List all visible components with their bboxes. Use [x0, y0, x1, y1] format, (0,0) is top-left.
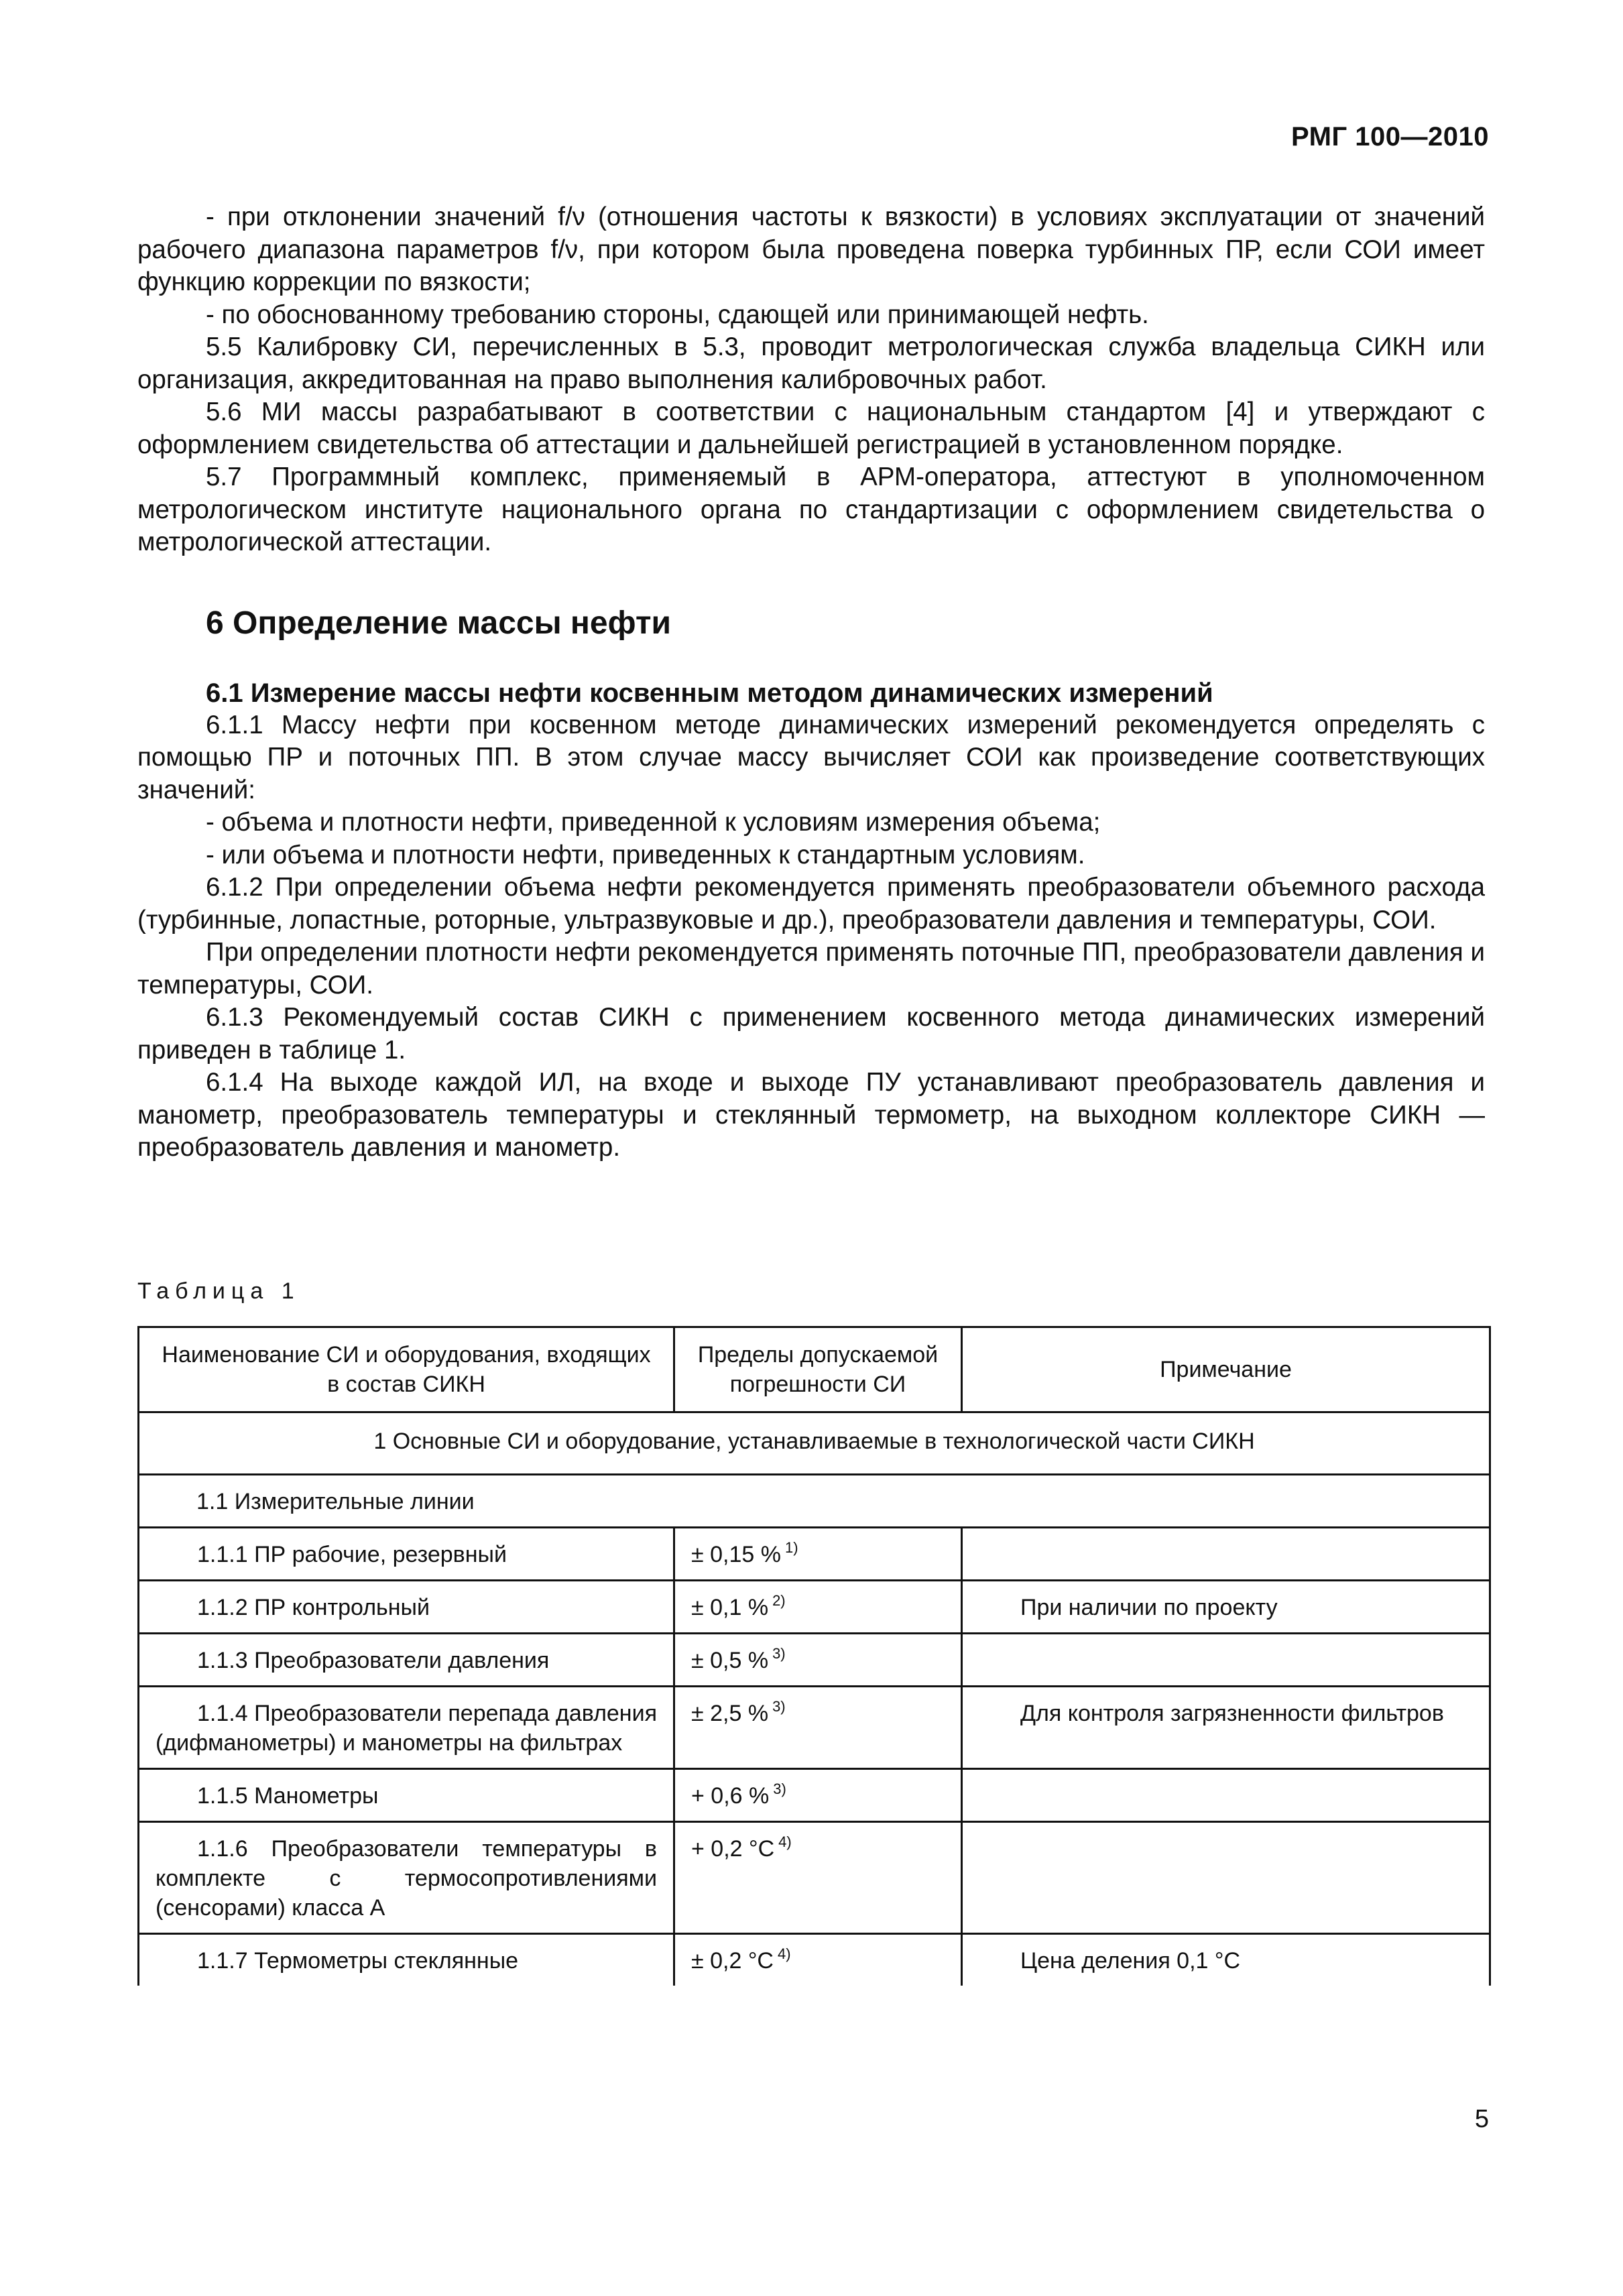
- row-note-cell: [962, 1634, 1490, 1687]
- paragraph: 6.1.3 Рекомендуемый состав СИКН с применением косвенного метода динамических измерений приведен в таблице 1.: [137, 1003, 1485, 1065]
- row-name-cell: [139, 1822, 674, 1934]
- row-limit: ± 0,2 °С: [691, 1948, 774, 1974]
- document-id-header: РМГ 100—2010: [1291, 122, 1489, 152]
- row-name-cell: [139, 1528, 674, 1581]
- data-table: [137, 1326, 1491, 1986]
- footnote-marker: 3): [772, 1698, 786, 1715]
- section-heading: 6 Определение массы нефти: [206, 605, 671, 641]
- row-name: 1.1.5 Манометры: [197, 1783, 379, 1809]
- table-row: [139, 1581, 1490, 1634]
- table-subsection-row: [139, 1475, 1490, 1528]
- footnote-marker: 4): [777, 1945, 791, 1962]
- paragraph: 6.1.4 На выходе каждой ИЛ, на входе и выходе ПУ устанавливают преобразователь давления и манометр, преобразователь температуры и стеклянный термометр, на выходном коллекторе СИКН — преобразователь давления и манометр.: [137, 1068, 1485, 1162]
- table-row: [139, 1934, 1490, 1986]
- row-name: 1.1.2 ПР контрольный: [197, 1595, 430, 1620]
- row-note: Цена деления 0,1 °С: [1020, 1948, 1241, 1974]
- footnote-marker: 4): [778, 1833, 792, 1850]
- row-limit: ± 2,5 %: [691, 1701, 769, 1726]
- row-note: Для контроля загрязненности фильтров: [1020, 1701, 1444, 1726]
- row-limit-cell: [674, 1934, 962, 1986]
- row-limit: ± 0,15 %: [691, 1542, 781, 1567]
- row-note-cell: [962, 1687, 1490, 1769]
- row-name: 1.1.4 Преобразователи перепада давления (дифманометры) и манометры на фильтрах: [156, 1701, 657, 1756]
- table-row: [139, 1634, 1490, 1687]
- paragraph: 5.7 Программный комплекс, применяемый в АРМ-оператора, аттестуют в уполномоченном метрологическом институте национального органа по стандартизации с оформлением свидетельства о метрологической аттестации.: [137, 463, 1485, 556]
- row-note-cell: [962, 1934, 1490, 1986]
- row-name: 1.1.3 Преобразователи давления: [197, 1648, 550, 1673]
- row-limit-cell: [674, 1634, 962, 1687]
- row-limit: ± 0,1 %: [691, 1595, 769, 1620]
- row-limit: + 0,2 °С: [691, 1836, 775, 1862]
- row-note-cell: [962, 1769, 1490, 1822]
- footnote-marker: 3): [773, 1780, 786, 1797]
- column-header-name: Наименование СИ и оборудования, входящих в состав СИКН: [139, 1327, 674, 1412]
- row-name-cell: [139, 1769, 674, 1822]
- row-name: 1.1.6 Преобразователи температуры в комплекте с термосопротивлениями (сенсорами) класса А: [156, 1836, 657, 1921]
- row-name-cell: [139, 1581, 674, 1634]
- subsection-row-cell: 1.1 Измерительные линии: [139, 1475, 1490, 1528]
- page-number: 5: [1474, 2105, 1489, 2133]
- document-body: [137, 201, 1485, 1164]
- table-row: [139, 1769, 1490, 1822]
- row-note-cell: [962, 1822, 1490, 1934]
- paragraph: 6.1.1 Массу нефти при косвенном методе динамических измерений рекомендуется определять с помощью ПР и поточных ПП. В этом случае массу вычисляет СОИ как произведение соответствующих значений:: [137, 710, 1485, 804]
- row-name-cell: [139, 1634, 674, 1687]
- row-limit-cell: [674, 1581, 962, 1634]
- table-header-row: [139, 1327, 1490, 1412]
- footnote-marker: 2): [772, 1592, 786, 1609]
- row-name-cell: [139, 1687, 674, 1769]
- table-section-row: [139, 1412, 1490, 1475]
- paragraph: - по обоснованному требованию стороны, сдающей или принимающей нефть.: [206, 300, 1149, 329]
- table-row: [139, 1822, 1490, 1934]
- column-header-note: Примечание: [962, 1327, 1490, 1412]
- paragraph: 5.6 МИ массы разрабатывают в соответствии с национальным стандартом [4] и утверждают с оформлением свидетельства об аттестации и дальнейшей регистрацией в установленном порядке.: [137, 398, 1485, 459]
- section-row-cell: 1 Основные СИ и оборудование, устанавливаемые в технологической части СИКН: [139, 1412, 1490, 1475]
- paragraph: 5.5 Калибровку СИ, перечисленных в 5.3, проводит метрологическая служба владельца СИКН или организация, аккредитованная на право выполнения калибровочных работ.: [137, 333, 1485, 394]
- row-note-cell: [962, 1581, 1490, 1634]
- row-limit-cell: [674, 1687, 962, 1769]
- column-header-limits: Пределы допускаемой погрешности СИ: [674, 1327, 962, 1412]
- row-name: 1.1.7 Термометры стеклянные: [197, 1948, 519, 1974]
- paragraph: - или объема и плотности нефти, приведенных к стандартным условиям.: [206, 840, 1085, 869]
- row-limit: + 0,6 %: [691, 1783, 770, 1809]
- row-limit-cell: [674, 1822, 962, 1934]
- table-caption: Таблица 1: [137, 1278, 300, 1304]
- row-note: При наличии по проекту: [1020, 1595, 1278, 1620]
- row-name: 1.1.1 ПР рабочие, резервный: [197, 1542, 507, 1567]
- footnote-marker: 1): [784, 1539, 798, 1556]
- table-row: [139, 1528, 1490, 1581]
- row-limit-cell: [674, 1769, 962, 1822]
- paragraph: При определении плотности нефти рекомендуется применять поточные ПП, преобразователи давления и температуры, СОИ.: [137, 938, 1485, 1000]
- row-note-cell: [962, 1528, 1490, 1581]
- paragraph: 6.1.2 При определении объема нефти рекомендуется применять преобразователи объемного расхода (турбинные, лопастные, роторные, ультразвуковые и др.), преобразователи давления и температуры, СОИ.: [137, 873, 1485, 934]
- row-limit-cell: [674, 1528, 962, 1581]
- row-name-cell: [139, 1934, 674, 1986]
- row-limit: ± 0,5 %: [691, 1648, 769, 1673]
- paragraph: - объема и плотности нефти, приведенной к условиям измерения объема;: [206, 808, 1101, 837]
- table-row: [139, 1687, 1490, 1769]
- subsection-heading: 6.1 Измерение массы нефти косвенным методом динамических измерений: [206, 678, 1213, 708]
- footnote-marker: 3): [772, 1645, 786, 1662]
- paragraph: - при отклонении значений f/ν (отношения частоты к вязкости) в условиях эксплуатации от значений рабочего диапазона параметров f/ν, при котором была проведена поверка турбинных ПР, если СОИ имеет функцию коррекции по вязкости;: [137, 202, 1485, 296]
